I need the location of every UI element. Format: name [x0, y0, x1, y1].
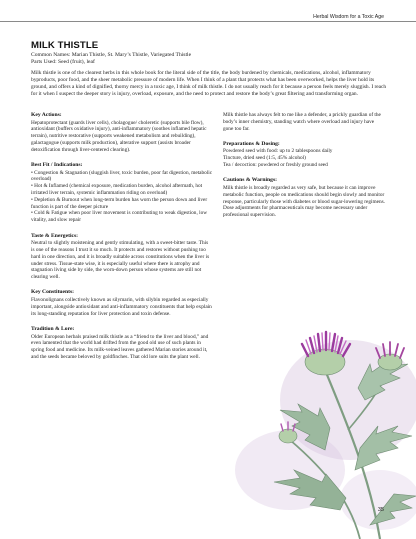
milk-thistle-illustration	[230, 250, 416, 539]
section-body: Milk thistle is broadly regarded as very safe, but because it can improve metabolic function, people on medications should begin slowly and monitor response, particularly those with diabetes or blood sugar-lowering regimens. Dose adjustments for pharmaceuticals may become necessary under professional supervision.	[223, 184, 385, 219]
key-actions-section	[31, 112, 213, 154]
left-column	[31, 112, 213, 369]
list-item: • Depletion & Burnout when long-term burden has worn the person down and liver function is part of the deeper picture	[31, 196, 208, 210]
taste-section	[31, 233, 213, 281]
section-body: Hepatoprotectant (guards liver cells), cholagogue/ choleretic (supports bile flow), antioxidant (buffers oxidative injury), anti-inflammatory (soothes inflamed hepatic terrain), nutritive restorative (supports weakened metabolism and rebuilding), galactagogue (supports milk production), alterative support (assists broader detoxification through liver-centered clearing).	[31, 119, 207, 153]
herb-names	[31, 52, 371, 66]
section-body	[31, 170, 213, 224]
thistle-bud	[279, 422, 297, 443]
dosing-line: Tea / decoction: powdered or freshly ground seed	[223, 162, 328, 169]
list-item: • Congestion & Stagnation (sluggish liver, toxic burden, poor fat digestion, metabolic overload)	[31, 169, 213, 183]
intro-paragraph: Milk thistle is one of the clearest herbs in this whole book for the literal side of the title, the body burdened by chemicals, medications, alcohol, inflammatory byproducts, poor food, and the sheer metabolic pressure of modern life. When I think of a plant that protects what has been overworked, helps the liver hold its ground, and offers a kind of dignified, thorny mercy in a toxic age, I think of milk thistle. I do not usually reach for it because a person feels merely sluggish. I reach for it when I suspect the deeper story is injury, overload, exposure, and the need to protect and restore the body’s great filtering and transforming organ.	[31, 70, 387, 97]
continuation-paragraph	[223, 112, 385, 132]
section-heading: Preparations & Dosing:	[223, 140, 280, 147]
section-heading: Cautions & Warnings:	[223, 177, 277, 184]
section-heading: Key Actions:	[31, 112, 62, 118]
dosing-line: Powdered seed with food: up to 2 tablespoons daily	[223, 148, 333, 155]
section-heading: Key Constituents:	[31, 289, 75, 296]
section-body: Milk thistle has always felt to me like a defender, a prickly guardian of the body’s inner chemistry, standing watch where overload and injury have gone too far.	[223, 112, 381, 132]
herb-title: MILK THISTLE	[31, 40, 99, 51]
right-column	[223, 112, 385, 227]
tradition-section	[31, 326, 213, 361]
section-body: Flavonolignans collectively known as silymarin, with silybin regarded as especially important, alongside antioxidant and anti-inflammatory constituents that help explain its long-standing reputation for liver protection and toxin defense.	[31, 297, 212, 317]
running-header	[0, 10, 416, 22]
constituents-section	[31, 289, 213, 317]
list-item: • Cold & Fatigue when poor liver movement is contributing to weak digestion, low vitality, and slow repair	[31, 210, 208, 224]
page-number: 35	[377, 507, 384, 513]
section-body	[223, 148, 385, 168]
section-body: Neutral to slightly moistening and gently stimulating, with a sweet-bitter taste. This is one of the reasons I trust it so much. It protects and restores without pushing too hard in one direction, and it is broadly suitable across constitutions when the liver is under stress. Tissue-state wise, it is especially useful where there is atrophy and stagnation living side by side, the worn-down person whose systems are still not clearing well.	[31, 240, 210, 281]
section-heading: Best Fit / Indications:	[31, 162, 83, 169]
section-heading: Taste & Energetics:	[31, 232, 79, 239]
dosing-line: Tincture, dried seed (1:5, 45% alcohol)	[223, 155, 306, 162]
list-item: • Hot & Inflamed (chemical exposure, medication burden, alcohol aftermath, hot irritated liver terrain, systemic inflammation riding on overload)	[31, 183, 203, 197]
running-title: Herbal Wisdom for a Toxic Age	[313, 14, 384, 20]
preparations-section	[223, 141, 385, 169]
section-body: Older European herbals praised milk thistle as a “friend to the liver and blood,” and even lamented that the world had drifted from the good old use of such plants in spring food and medicine. Its milk-veined leaves gathered Marian stories around it, and the seeds became beloved by goldfinches. That old lore suits the plant well.	[31, 333, 209, 360]
cautions-section	[223, 177, 385, 219]
section-heading: Tradition & Lore:	[31, 325, 75, 332]
parts-used: Parts Used: Seed (fruit), leaf	[31, 59, 95, 65]
best-fit-section	[31, 162, 213, 224]
common-names: Common Names: Marian Thistle, St. Mary’s Thistle, Variegated Thistle	[31, 52, 192, 58]
